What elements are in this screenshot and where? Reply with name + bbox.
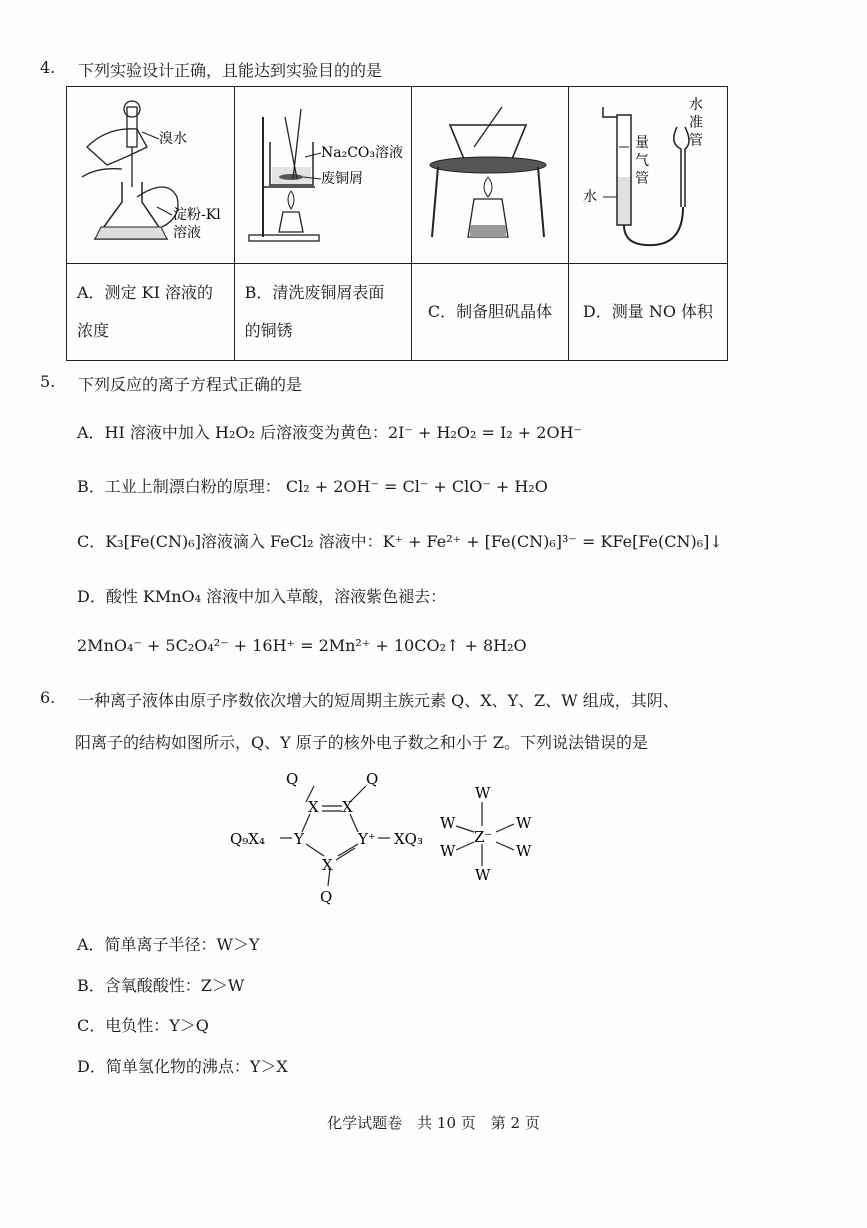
label-liang: 量 bbox=[634, 135, 649, 151]
atom-x-right: X bbox=[342, 798, 353, 816]
q4-option-b-line2: 的铜锈 bbox=[244, 321, 293, 340]
q6-option-b: B．含氧酸酸性：Z＞W bbox=[77, 976, 245, 995]
q4-option-d: D．测量 NO 体积 bbox=[568, 264, 727, 361]
atom-q-top-left: Q bbox=[286, 770, 299, 788]
q4-option-c: C．制备胆矾晶体 bbox=[411, 264, 568, 361]
q4-figure-d bbox=[568, 87, 727, 264]
label-na2co3: Na₂CO₃溶液 bbox=[320, 145, 403, 161]
q4-option-a-line2: 浓度 bbox=[77, 321, 110, 340]
q5-option-c: C．K₃[Fe(CN)₆]溶液滴入 FeCl₂ 溶液中：K⁺ + Fe²⁺ + [Fe(CN)₆]³⁻ = KFe[Fe(CN)₆]↓ bbox=[77, 532, 723, 551]
atom-x-bottom: X bbox=[322, 856, 333, 874]
label-water: 水 bbox=[582, 189, 597, 205]
label-solution: 溶液 bbox=[173, 225, 201, 241]
atom-w-upper-left: W bbox=[440, 814, 456, 832]
atom-y: Y bbox=[294, 830, 304, 848]
titration-apparatus-figure bbox=[67, 87, 233, 259]
label-starch-ki: 淀粉-Kl bbox=[173, 207, 221, 223]
page-footer: 化学试题卷 共 10 页 第 2 页 bbox=[327, 1114, 540, 1132]
q4-stem: 下列实验设计正确，且能达到实验目的的是 bbox=[78, 61, 383, 80]
q4-figure-b bbox=[234, 87, 411, 264]
heating-beaker-figure bbox=[235, 87, 411, 259]
atom-w-lower-left: W bbox=[440, 842, 456, 860]
atom-y-plus: Y⁺ bbox=[358, 830, 376, 848]
label-copper-scrap: 废铜屑 bbox=[320, 171, 363, 187]
label-qi: 气 bbox=[634, 153, 649, 169]
q4-figure-a bbox=[67, 87, 235, 264]
atom-w-lower-right: W bbox=[516, 842, 532, 860]
q6-number: 6. bbox=[40, 688, 56, 707]
q4-option-a bbox=[67, 264, 235, 361]
q6-option-a: A．简单离子半径：W＞Y bbox=[77, 935, 260, 954]
q4-number: 4. bbox=[40, 58, 56, 77]
q4-figure-c bbox=[411, 87, 568, 264]
label-water-top: 水 bbox=[688, 97, 703, 113]
q6-stem-line1: 一种离子液体由原子序数依次增大的短周期主族元素 Q、X、Y、Z、W 组成，其阴、 bbox=[78, 691, 679, 710]
group-xq3: XQ₃ bbox=[394, 830, 423, 848]
q4-experiment-table bbox=[66, 86, 728, 361]
q5-option-d-equation: 2MnO₄⁻ + 5C₂O₄²⁻ + 16H⁺ = 2Mn²⁺ + 10CO₂↑ + 8H₂O bbox=[77, 636, 527, 655]
q4-option-b bbox=[234, 264, 411, 361]
evaporating-dish-figure bbox=[412, 87, 568, 259]
q4-option-b-line1: B．清洗废铜屑表面 bbox=[244, 283, 385, 302]
q5-option-a: A．HI 溶液中加入 H₂O₂ 后溶液变为黄色：2I⁻ + H₂O₂ = I₂ + 2OH⁻ bbox=[77, 423, 582, 442]
label-guan: 管 bbox=[688, 133, 703, 149]
q5-option-d: D．酸性 KMnO₄ 溶液中加入草酸，溶液紫色褪去： bbox=[77, 587, 447, 606]
atom-w-bottom: W bbox=[475, 866, 491, 884]
q5-option-b: B．工业上制漂白粉的原理： Cl₂ + 2OH⁻ = Cl⁻ + ClO⁻ + H₂O bbox=[77, 477, 548, 496]
atom-q-top-right: Q bbox=[366, 770, 379, 788]
q5-number: 5. bbox=[40, 372, 56, 391]
atom-w-upper-right: W bbox=[516, 814, 532, 832]
q5-stem: 下列反应的离子方程式正确的是 bbox=[78, 375, 303, 394]
q6-option-c: C．电负性：Y＞Q bbox=[77, 1016, 209, 1035]
label-bromine-water: 溴水 bbox=[159, 131, 187, 147]
label-guan-2: 管 bbox=[634, 171, 649, 187]
atom-x-left: X bbox=[308, 798, 319, 816]
q6-stem-line2: 阳离子的结构如图所示，Q、Y 原子的核外电子数之和小于 Z。下列说法错误的是 bbox=[75, 733, 648, 752]
atom-q-bottom: Q bbox=[320, 888, 333, 906]
q6-option-d: D．简单氢化物的沸点：Y＞X bbox=[77, 1057, 288, 1076]
q4-option-a-line1: A．测定 KI 溶液的 bbox=[77, 283, 214, 302]
group-q9x4: Q₉X₄ bbox=[230, 830, 266, 848]
gas-burette-figure bbox=[569, 87, 727, 259]
atom-w-top: W bbox=[475, 784, 491, 802]
ionic-liquid-structure bbox=[230, 760, 560, 910]
atom-z-minus: Z⁻ bbox=[474, 828, 493, 846]
label-zhun: 准 bbox=[688, 115, 703, 131]
